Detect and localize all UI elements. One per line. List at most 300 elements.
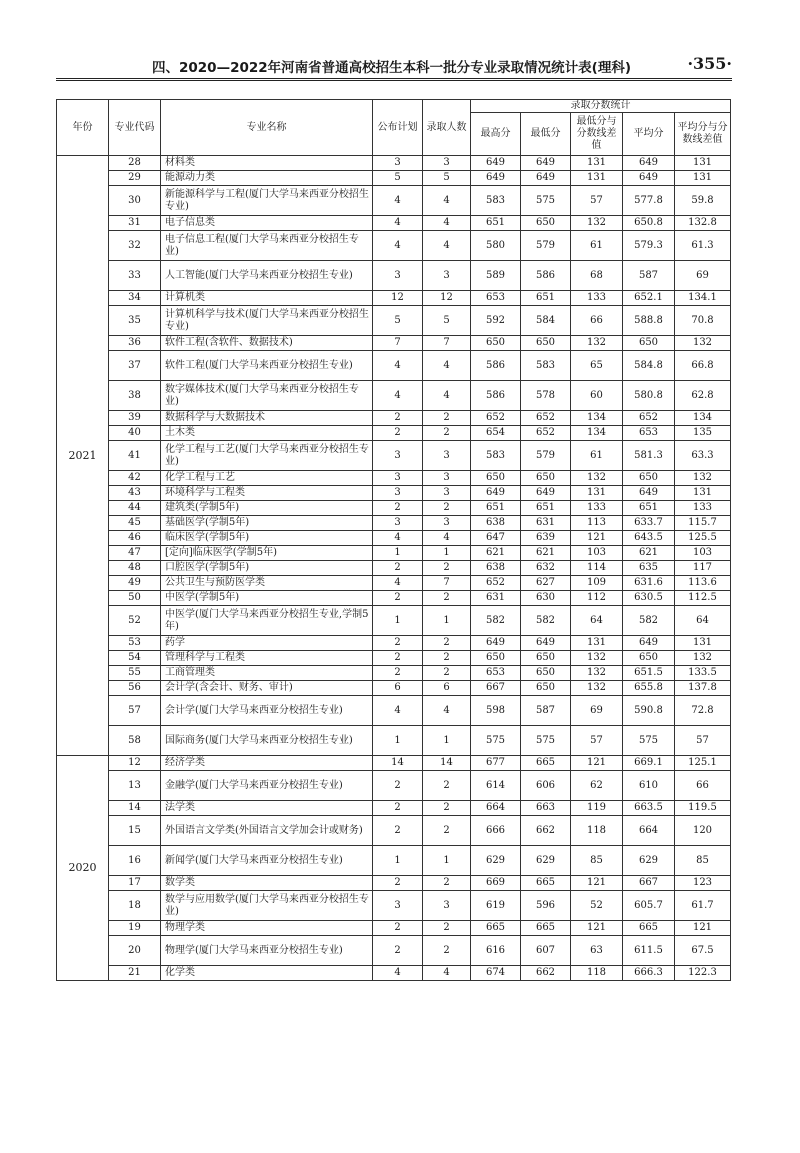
cell-min: 649	[521, 636, 571, 651]
cell-min-diff: 131	[571, 486, 623, 501]
page-number: ·355·	[687, 54, 732, 73]
header-avg-diff: 平均分与分数线差值	[675, 113, 731, 156]
header-avg: 平均分	[623, 113, 675, 156]
cell-avg: 575	[623, 726, 675, 756]
cell-min: 578	[521, 381, 571, 411]
cell-min: 627	[521, 576, 571, 591]
cell-avg-diff: 122.3	[675, 966, 731, 981]
table-row	[57, 516, 731, 531]
cell-name: 化学工程与工艺	[161, 471, 373, 486]
table-row	[57, 531, 731, 546]
cell-min: 582	[521, 606, 571, 636]
cell-plan: 4	[373, 531, 423, 546]
table-row	[57, 546, 731, 561]
cell-admitted: 5	[423, 171, 471, 186]
header-year: 年份	[57, 100, 109, 156]
cell-plan: 2	[373, 651, 423, 666]
cell-plan: 2	[373, 771, 423, 801]
cell-avg-diff: 61.7	[675, 891, 731, 921]
cell-name: 数学与应用数学(厦门大学马来西亚分校招生专业)	[161, 891, 373, 921]
cell-min: 621	[521, 546, 571, 561]
cell-avg-diff: 132	[675, 651, 731, 666]
cell-min-diff: 63	[571, 936, 623, 966]
cell-max: 667	[471, 681, 521, 696]
cell-max: 629	[471, 846, 521, 876]
cell-code: 48	[109, 561, 161, 576]
cell-avg-diff: 134.1	[675, 291, 731, 306]
cell-name: 公共卫生与预防医学类	[161, 576, 373, 591]
cell-admitted: 2	[423, 426, 471, 441]
cell-name: 电子信息类	[161, 216, 373, 231]
cell-plan: 2	[373, 501, 423, 516]
cell-avg: 650	[623, 336, 675, 351]
cell-avg: 630.5	[623, 591, 675, 606]
cell-avg: 667	[623, 876, 675, 891]
cell-max: 652	[471, 576, 521, 591]
cell-avg-diff: 125.5	[675, 531, 731, 546]
cell-code: 14	[109, 801, 161, 816]
cell-min-diff: 66	[571, 306, 623, 336]
cell-min-diff: 60	[571, 381, 623, 411]
cell-admitted: 3	[423, 891, 471, 921]
cell-plan: 2	[373, 426, 423, 441]
header-code: 专业代码	[109, 100, 161, 156]
cell-avg: 652.1	[623, 291, 675, 306]
cell-max: 647	[471, 531, 521, 546]
table-row	[57, 756, 731, 771]
cell-code: 12	[109, 756, 161, 771]
cell-min-diff: 103	[571, 546, 623, 561]
cell-max: 583	[471, 186, 521, 216]
cell-admitted: 5	[423, 306, 471, 336]
cell-code: 52	[109, 606, 161, 636]
cell-min-diff: 118	[571, 966, 623, 981]
cell-plan: 2	[373, 411, 423, 426]
cell-min: 665	[521, 756, 571, 771]
cell-name: 物理学类	[161, 921, 373, 936]
cell-admitted: 2	[423, 666, 471, 681]
cell-admitted: 4	[423, 966, 471, 981]
cell-admitted: 2	[423, 771, 471, 801]
cell-admitted: 4	[423, 216, 471, 231]
cell-min: 575	[521, 726, 571, 756]
cell-plan: 2	[373, 921, 423, 936]
table-row	[57, 171, 731, 186]
cell-avg: 666.3	[623, 966, 675, 981]
cell-min-diff: 131	[571, 156, 623, 171]
cell-avg-diff: 117	[675, 561, 731, 576]
cell-admitted: 2	[423, 801, 471, 816]
cell-min-diff: 132	[571, 216, 623, 231]
table-row	[57, 801, 731, 816]
table-row	[57, 471, 731, 486]
cell-avg-diff: 121	[675, 921, 731, 936]
cell-min-diff: 133	[571, 291, 623, 306]
cell-code: 55	[109, 666, 161, 681]
cell-plan: 2	[373, 801, 423, 816]
table-row	[57, 426, 731, 441]
cell-max: 653	[471, 291, 521, 306]
cell-max: 638	[471, 516, 521, 531]
cell-name: 数据科学与大数据技术	[161, 411, 373, 426]
cell-max: 664	[471, 801, 521, 816]
cell-min: 587	[521, 696, 571, 726]
cell-max: 650	[471, 471, 521, 486]
cell-avg-diff: 125.1	[675, 756, 731, 771]
header-score-group: 录取分数统计	[471, 100, 731, 113]
cell-admitted: 1	[423, 546, 471, 561]
cell-name: 临床医学(学制5年)	[161, 531, 373, 546]
cell-min-diff: 113	[571, 516, 623, 531]
cell-avg-diff: 57	[675, 726, 731, 756]
cell-max: 586	[471, 351, 521, 381]
cell-plan: 1	[373, 726, 423, 756]
cell-admitted: 3	[423, 156, 471, 171]
cell-min: 639	[521, 531, 571, 546]
table-row	[57, 651, 731, 666]
cell-avg: 649	[623, 156, 675, 171]
cell-min-diff: 65	[571, 351, 623, 381]
cell-avg: 664	[623, 816, 675, 846]
cell-avg: 651	[623, 501, 675, 516]
header-plan: 公布计划	[373, 100, 423, 156]
cell-max: 631	[471, 591, 521, 606]
cell-min: 586	[521, 261, 571, 291]
cell-min: 575	[521, 186, 571, 216]
cell-avg: 633.7	[623, 516, 675, 531]
cell-name: 能源动力类	[161, 171, 373, 186]
cell-avg-diff: 134	[675, 411, 731, 426]
cell-min-diff: 132	[571, 666, 623, 681]
cell-min: 652	[521, 411, 571, 426]
cell-avg-diff: 132	[675, 471, 731, 486]
cell-max: 649	[471, 486, 521, 501]
cell-code: 49	[109, 576, 161, 591]
cell-min-diff: 69	[571, 696, 623, 726]
cell-name: 药学	[161, 636, 373, 651]
cell-plan: 4	[373, 696, 423, 726]
cell-code: 57	[109, 696, 161, 726]
table-row	[57, 501, 731, 516]
cell-plan: 3	[373, 156, 423, 171]
cell-avg: 649	[623, 486, 675, 501]
cell-avg-diff: 131	[675, 486, 731, 501]
cell-avg-diff: 59.8	[675, 186, 731, 216]
cell-avg-diff: 133.5	[675, 666, 731, 681]
table-row	[57, 306, 731, 336]
cell-max: 589	[471, 261, 521, 291]
cell-min-diff: 132	[571, 471, 623, 486]
cell-code: 43	[109, 486, 161, 501]
cell-min: 652	[521, 426, 571, 441]
header-rule	[56, 78, 732, 81]
cell-code: 16	[109, 846, 161, 876]
cell-avg: 652	[623, 411, 675, 426]
cell-min-diff: 131	[571, 636, 623, 651]
cell-min-diff: 57	[571, 726, 623, 756]
cell-code: 17	[109, 876, 161, 891]
cell-name: 人工智能(厦门大学马来西亚分校招生专业)	[161, 261, 373, 291]
cell-avg-diff: 120	[675, 816, 731, 846]
cell-max: 653	[471, 666, 521, 681]
table-row	[57, 336, 731, 351]
table-row	[57, 666, 731, 681]
cell-avg: 650	[623, 651, 675, 666]
table-row	[57, 216, 731, 231]
cell-admitted: 4	[423, 231, 471, 261]
cell-name: 软件工程(厦门大学马来西亚分校招生专业)	[161, 351, 373, 381]
cell-avg: 669.1	[623, 756, 675, 771]
cell-avg: 610	[623, 771, 675, 801]
cell-min-diff: 134	[571, 426, 623, 441]
cell-max: 649	[471, 636, 521, 651]
cell-name: [定向]临床医学(学制5年)	[161, 546, 373, 561]
cell-plan: 3	[373, 261, 423, 291]
cell-avg: 588.8	[623, 306, 675, 336]
cell-avg-diff: 131	[675, 156, 731, 171]
cell-avg-diff: 67.5	[675, 936, 731, 966]
cell-min: 631	[521, 516, 571, 531]
cell-max: 575	[471, 726, 521, 756]
cell-max: 651	[471, 501, 521, 516]
cell-admitted: 3	[423, 516, 471, 531]
cell-plan: 3	[373, 471, 423, 486]
cell-min-diff: 132	[571, 336, 623, 351]
cell-admitted: 1	[423, 846, 471, 876]
cell-code: 45	[109, 516, 161, 531]
cell-min: 579	[521, 231, 571, 261]
cell-plan: 2	[373, 636, 423, 651]
cell-avg: 650.8	[623, 216, 675, 231]
cell-max: 586	[471, 381, 521, 411]
cell-admitted: 14	[423, 756, 471, 771]
cell-avg: 653	[623, 426, 675, 441]
cell-avg-diff: 123	[675, 876, 731, 891]
cell-max: 592	[471, 306, 521, 336]
cell-admitted: 2	[423, 921, 471, 936]
header-name: 专业名称	[161, 100, 373, 156]
cell-min: 606	[521, 771, 571, 801]
table-row	[57, 771, 731, 801]
cell-avg: 582	[623, 606, 675, 636]
cell-avg-diff: 132.8	[675, 216, 731, 231]
cell-name: 新闻学(厦门大学马来西亚分校招生专业)	[161, 846, 373, 876]
cell-code: 41	[109, 441, 161, 471]
cell-max: 616	[471, 936, 521, 966]
table-row	[57, 411, 731, 426]
cell-name: 土木类	[161, 426, 373, 441]
cell-name: 中医学(学制5年)	[161, 591, 373, 606]
header-max: 最高分	[471, 113, 521, 156]
cell-code: 50	[109, 591, 161, 606]
cell-plan: 4	[373, 231, 423, 261]
cell-avg: 587	[623, 261, 675, 291]
cell-admitted: 1	[423, 726, 471, 756]
cell-admitted: 4	[423, 531, 471, 546]
cell-code: 15	[109, 816, 161, 846]
cell-admitted: 2	[423, 561, 471, 576]
cell-plan: 2	[373, 816, 423, 846]
cell-name: 建筑类(学制5年)	[161, 501, 373, 516]
cell-code: 36	[109, 336, 161, 351]
cell-avg: 663.5	[623, 801, 675, 816]
table-row	[57, 876, 731, 891]
table-row	[57, 486, 731, 501]
header-min: 最低分	[521, 113, 571, 156]
cell-min: 650	[521, 336, 571, 351]
cell-avg: 643.5	[623, 531, 675, 546]
cell-min-diff: 134	[571, 411, 623, 426]
table-row	[57, 696, 731, 726]
cell-max: 582	[471, 606, 521, 636]
cell-plan: 2	[373, 936, 423, 966]
cell-name: 环境科学与工程类	[161, 486, 373, 501]
table-row	[57, 441, 731, 471]
cell-max: 651	[471, 216, 521, 231]
cell-max: 650	[471, 651, 521, 666]
cell-plan: 2	[373, 666, 423, 681]
cell-admitted: 1	[423, 606, 471, 636]
cell-plan: 3	[373, 441, 423, 471]
cell-code: 42	[109, 471, 161, 486]
year-cell: 2020	[57, 756, 109, 981]
cell-avg-diff: 63.3	[675, 441, 731, 471]
cell-plan: 4	[373, 186, 423, 216]
table-row	[57, 891, 731, 921]
cell-plan: 4	[373, 216, 423, 231]
cell-avg-diff: 113.6	[675, 576, 731, 591]
cell-max: 669	[471, 876, 521, 891]
table-row	[57, 606, 731, 636]
year-cell: 2021	[57, 156, 109, 756]
cell-plan: 2	[373, 591, 423, 606]
header-min-diff: 最低分与分数线差值	[571, 113, 623, 156]
cell-avg-diff: 72.8	[675, 696, 731, 726]
header-admitted: 录取人数	[423, 100, 471, 156]
cell-avg-diff: 131	[675, 171, 731, 186]
cell-avg: 650	[623, 471, 675, 486]
cell-min-diff: 121	[571, 531, 623, 546]
cell-plan: 4	[373, 381, 423, 411]
cell-min-diff: 132	[571, 681, 623, 696]
cell-name: 会计学(厦门大学马来西亚分校招生专业)	[161, 696, 373, 726]
cell-min-diff: 85	[571, 846, 623, 876]
cell-admitted: 3	[423, 441, 471, 471]
table-row	[57, 726, 731, 756]
cell-avg: 577.8	[623, 186, 675, 216]
cell-avg-diff: 131	[675, 636, 731, 651]
cell-plan: 5	[373, 306, 423, 336]
cell-min: 649	[521, 486, 571, 501]
cell-min: 663	[521, 801, 571, 816]
table-row	[57, 816, 731, 846]
cell-admitted: 4	[423, 186, 471, 216]
cell-min: 579	[521, 441, 571, 471]
cell-min-diff: 118	[571, 816, 623, 846]
cell-avg: 579.3	[623, 231, 675, 261]
cell-min: 662	[521, 816, 571, 846]
cell-min-diff: 132	[571, 651, 623, 666]
cell-min: 584	[521, 306, 571, 336]
cell-avg-diff: 69	[675, 261, 731, 291]
cell-name: 口腔医学(学制5年)	[161, 561, 373, 576]
cell-min-diff: 119	[571, 801, 623, 816]
cell-admitted: 2	[423, 501, 471, 516]
cell-min: 630	[521, 591, 571, 606]
cell-max: 621	[471, 546, 521, 561]
cell-plan: 1	[373, 606, 423, 636]
cell-admitted: 3	[423, 486, 471, 501]
cell-min: 665	[521, 876, 571, 891]
cell-code: 53	[109, 636, 161, 651]
cell-plan: 1	[373, 546, 423, 561]
cell-avg-diff: 133	[675, 501, 731, 516]
cell-avg-diff: 64	[675, 606, 731, 636]
cell-name: 法学类	[161, 801, 373, 816]
cell-max: 649	[471, 156, 521, 171]
cell-plan: 1	[373, 846, 423, 876]
cell-max: 652	[471, 411, 521, 426]
cell-code: 40	[109, 426, 161, 441]
cell-admitted: 3	[423, 471, 471, 486]
cell-min: 650	[521, 666, 571, 681]
cell-plan: 2	[373, 561, 423, 576]
cell-name: 化学工程与工艺(厦门大学马来西亚分校招生专业)	[161, 441, 373, 471]
cell-code: 33	[109, 261, 161, 291]
cell-admitted: 12	[423, 291, 471, 306]
cell-code: 54	[109, 651, 161, 666]
table-row	[57, 681, 731, 696]
cell-max: 666	[471, 816, 521, 846]
cell-min-diff: 112	[571, 591, 623, 606]
table-row	[57, 561, 731, 576]
cell-min: 651	[521, 291, 571, 306]
cell-name: 金融学(厦门大学马来西亚分校招生专业)	[161, 771, 373, 801]
cell-avg-diff: 66.8	[675, 351, 731, 381]
cell-name: 工商管理类	[161, 666, 373, 681]
cell-avg: 665	[623, 921, 675, 936]
table-row	[57, 846, 731, 876]
cell-min: 651	[521, 501, 571, 516]
cell-code: 38	[109, 381, 161, 411]
cell-code: 32	[109, 231, 161, 261]
cell-avg-diff: 137.8	[675, 681, 731, 696]
cell-admitted: 2	[423, 636, 471, 651]
cell-name: 材料类	[161, 156, 373, 171]
cell-name: 数字媒体技术(厦门大学马来西亚分校招生专业)	[161, 381, 373, 411]
cell-avg: 580.8	[623, 381, 675, 411]
table-body	[57, 156, 731, 981]
cell-avg: 605.7	[623, 891, 675, 921]
cell-min: 632	[521, 561, 571, 576]
cell-min-diff: 121	[571, 876, 623, 891]
cell-name: 国际商务(厦门大学马来西亚分校招生专业)	[161, 726, 373, 756]
cell-name: 外国语言文学类(外国语言文学加会计或财务)	[161, 816, 373, 846]
cell-min-diff: 62	[571, 771, 623, 801]
cell-min-diff: 57	[571, 186, 623, 216]
cell-min: 607	[521, 936, 571, 966]
cell-plan: 3	[373, 891, 423, 921]
cell-admitted: 7	[423, 576, 471, 591]
cell-min-diff: 52	[571, 891, 623, 921]
cell-min: 665	[521, 921, 571, 936]
cell-avg: 581.3	[623, 441, 675, 471]
table-row	[57, 936, 731, 966]
table-row	[57, 291, 731, 306]
cell-min-diff: 114	[571, 561, 623, 576]
cell-code: 56	[109, 681, 161, 696]
cell-min: 650	[521, 216, 571, 231]
